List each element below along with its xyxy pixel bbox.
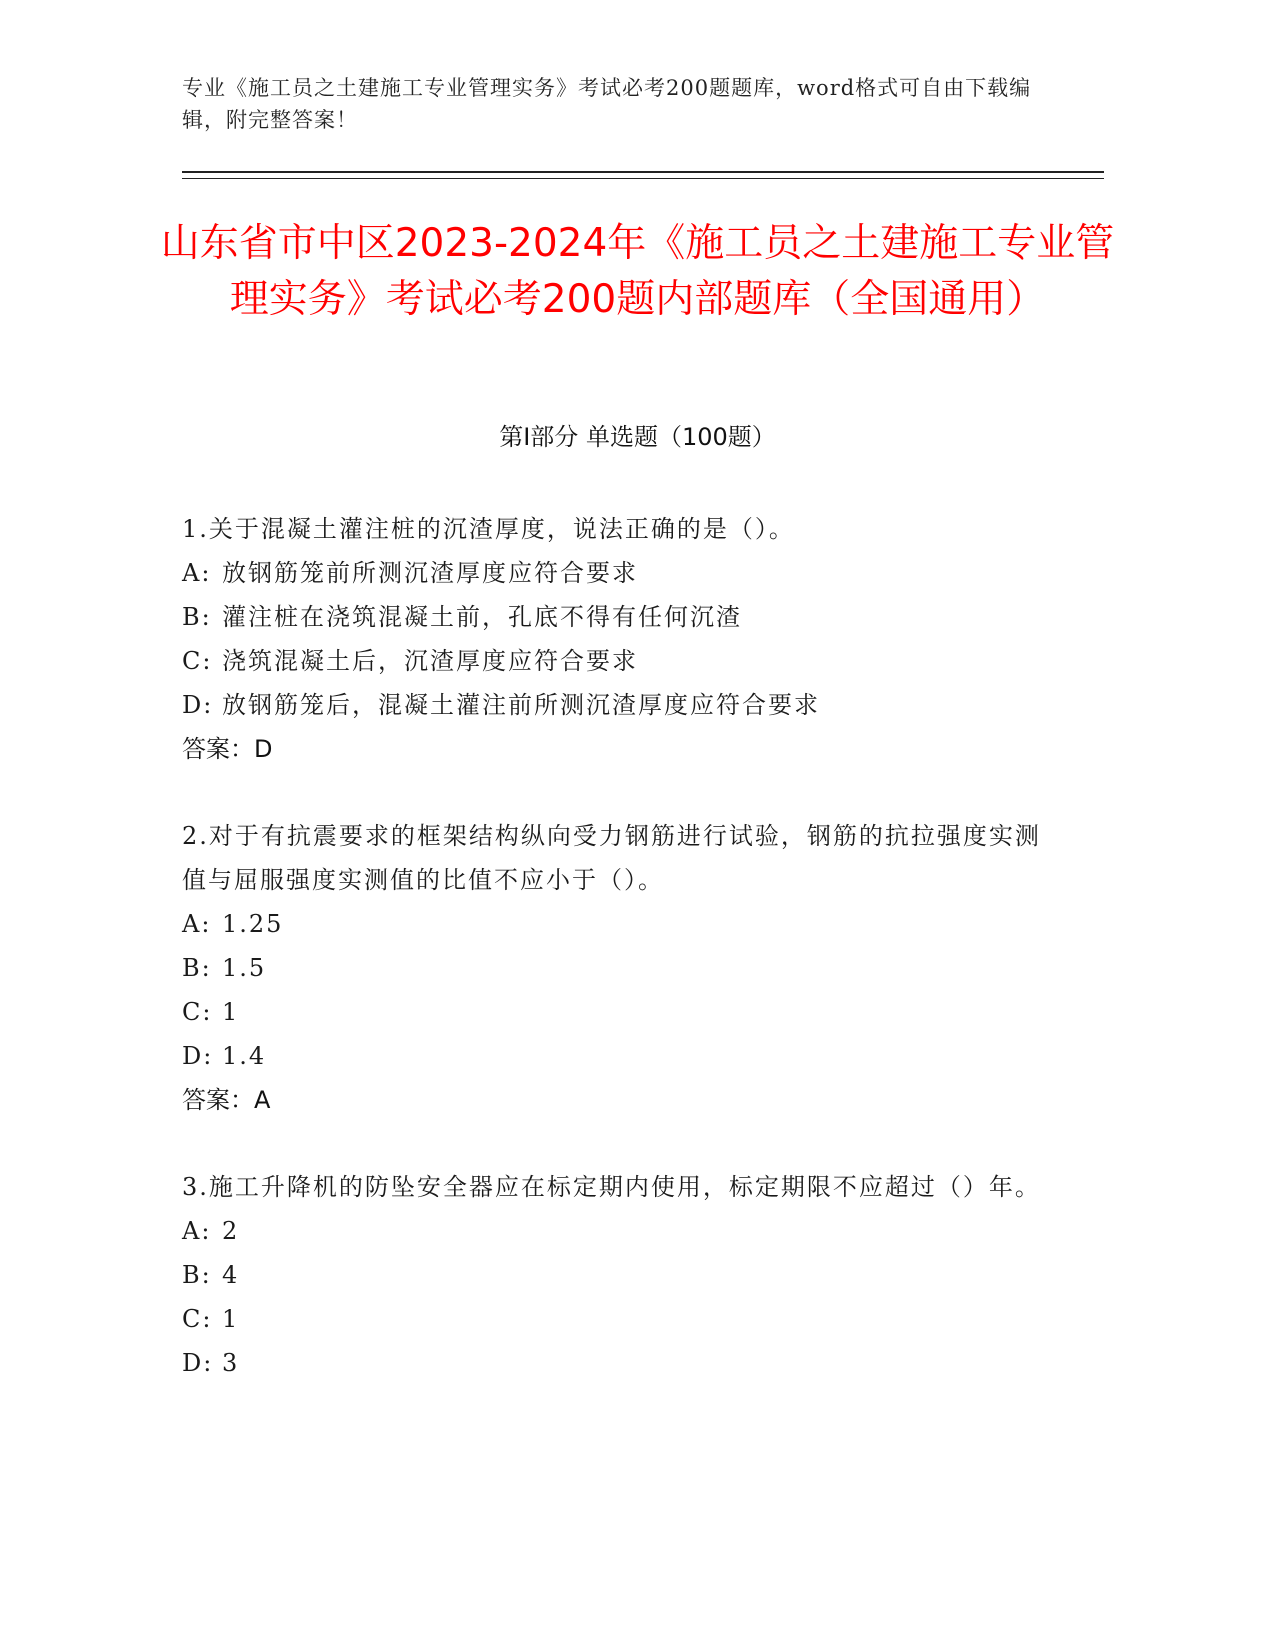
- header-note: 专业《施工员之土建施工专业管理实务》考试必考200题题库，word格式可自由下载编辑，附完整答案！: [182, 76, 1032, 132]
- option-text: 放钢筋笼后，混凝土灌注前所测沉渣厚度应符合要求: [222, 691, 820, 719]
- option-d: [182, 1034, 1062, 1078]
- option-letter: D:: [182, 1349, 214, 1377]
- answer-line: 答案：D: [182, 735, 273, 763]
- option-text: 3: [222, 1349, 240, 1377]
- question-stem: 2.对于有抗震要求的框架结构纵向受力钢筋进行试验，钢筋的抗拉强度实测值与屈服强度实测值的比值不应小于（）。: [182, 822, 1041, 894]
- answer-line: 答案：A: [182, 1086, 271, 1114]
- section-heading: 第Ⅰ部分 单选题（100题）: [499, 423, 776, 451]
- header-divider-thick: [182, 171, 1104, 173]
- option-a: [182, 551, 1062, 595]
- option-text: 1: [222, 1305, 240, 1333]
- option-b: [182, 1253, 1062, 1297]
- option-b: [182, 946, 1062, 990]
- option-letter: B:: [182, 954, 212, 982]
- option-text: 灌注桩在浇筑混凝土前，孔底不得有任何沉渣: [222, 603, 742, 631]
- option-b: [182, 595, 1062, 639]
- question-1: [182, 507, 1062, 771]
- option-d: [182, 683, 1062, 727]
- option-text: 1: [222, 998, 240, 1026]
- header-divider-thin: [182, 178, 1104, 179]
- option-letter: A:: [182, 910, 212, 938]
- option-d: [182, 1341, 1062, 1385]
- option-c: [182, 1297, 1062, 1341]
- option-letter: A:: [182, 559, 212, 587]
- option-c: [182, 639, 1062, 683]
- document-title: 山东省市中区2023-2024年《施工员之土建施工专业管理实务》考试必考200题内部题库（全国通用）: [160, 221, 1115, 322]
- option-text: 浇筑混凝土后，沉渣厚度应符合要求: [222, 647, 638, 675]
- question-3: [182, 1165, 1062, 1385]
- question-2: [182, 814, 1062, 1122]
- option-letter: D:: [182, 1042, 214, 1070]
- option-letter: C:: [182, 647, 213, 675]
- option-letter: D:: [182, 691, 214, 719]
- option-a: [182, 902, 1062, 946]
- question-list: [182, 507, 1062, 1385]
- option-letter: C:: [182, 998, 213, 1026]
- option-letter: A:: [182, 1217, 212, 1245]
- question-stem: 3.施工升降机的防坠安全器应在标定期内使用，标定期限不应超过（）年。: [182, 1173, 1041, 1201]
- option-letter: B:: [182, 603, 212, 631]
- question-spacer: [182, 1122, 1062, 1165]
- question-spacer: [182, 771, 1062, 814]
- option-text: 放钢筋笼前所测沉渣厚度应符合要求: [222, 559, 638, 587]
- option-letter: C:: [182, 1305, 213, 1333]
- option-text: 1.4: [222, 1042, 267, 1070]
- option-text: 1.25: [222, 910, 284, 938]
- option-text: 4: [222, 1261, 240, 1289]
- option-letter: B:: [182, 1261, 212, 1289]
- question-stem: 1.关于混凝土灌注桩的沉渣厚度，说法正确的是（）。: [182, 515, 795, 543]
- option-a: [182, 1209, 1062, 1253]
- option-text: 1.5: [222, 954, 267, 982]
- option-text: 2: [222, 1217, 240, 1245]
- option-c: [182, 990, 1062, 1034]
